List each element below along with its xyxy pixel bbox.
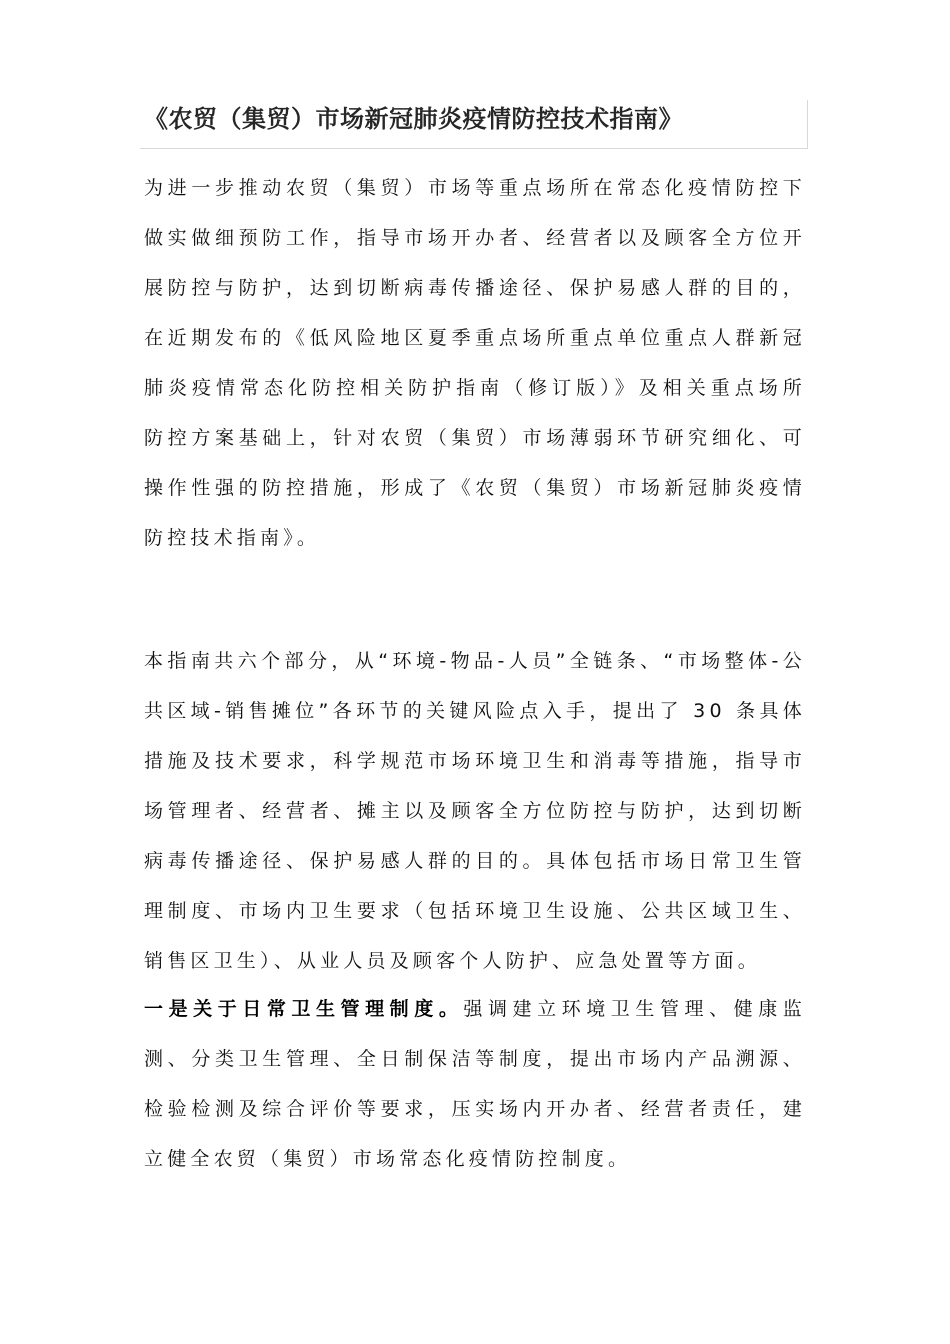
- document-title: 《农贸（集贸）市场新冠肺炎疫情防控技术指南》: [144, 104, 683, 133]
- paragraph-intro: 为进一步推动农贸（集贸）市场等重点场所在常态化疫情防控下做实做细预防工作，指导市场开办者、经营者以及顾客全方位开展防控与防护，达到切断病毒传播途径、保护易感人群的目的，在近期发布的《低风险地区夏季重点场所重点单位重点人群新冠肺炎疫情常态化防控相关防护指南（修订版）》及相关重点场所防控方案基础上，针对农贸（集贸）市场薄弱环节研究细化、可操作性强的防控措施，形成了《农贸（集贸）市场新冠肺炎疫情防控技术指南》。: [144, 177, 806, 549]
- title-box: [140, 100, 808, 149]
- paragraph-body: 强调建立环境卫生管理、健康监测、分类卫生管理、全日制保洁等制度，提出市场内产品溯源、检验检测及综合评价等要求，压实场内开办者、经营者责任，建立健全农贸（集贸）市场常态化疫情防控制度。: [144, 998, 806, 1170]
- paragraph-hygiene-system: [144, 984, 806, 1184]
- paragraph-overview: 本指南共六个部分，从“环境-物品-人员”全链条、“市场整体-公共区域-销售摊位”各环节的关键风险点入手，提出了 30 条具体措施及技术要求，科学规范市场环境卫生和消毒等措施，指导市场管理者、经营者、摊主以及顾客全方位防控与防护，达到切断病毒传播途径、保护易感人群的目的。具体包括市场日常卫生管理制度、市场内卫生要求（包括环境卫生设施、公共区域卫生、销售区卫生）、从业人员及顾客个人防护、应急处置等方面。: [144, 650, 806, 972]
- paragraph-lead: 一是关于日常卫生管理制度。: [144, 998, 464, 1020]
